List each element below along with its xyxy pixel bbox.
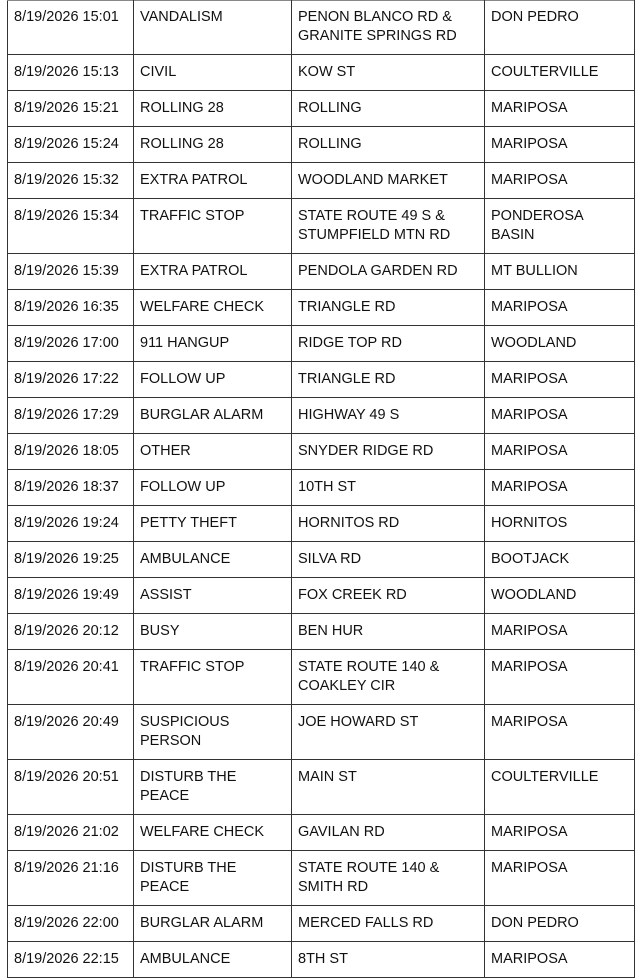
cell-location: PENDOLA GARDEN RD [292,254,485,290]
table-row [8,326,635,362]
cell-location: RIDGE TOP RD [292,326,485,362]
table-row [8,815,635,851]
cell-call-type: ASSIST [134,578,292,614]
table-row [8,163,635,199]
cell-city: MARIPOSA [485,398,635,434]
cell-call-type: WELFARE CHECK [134,290,292,326]
cell-location: SNYDER RIDGE RD [292,434,485,470]
cell-city: WOODLAND [485,578,635,614]
cell-location: 8TH ST [292,942,485,978]
table-row [8,127,635,163]
cell-city: MARIPOSA [485,815,635,851]
table-row [8,362,635,398]
table-row [8,199,635,254]
cell-datetime: 8/19/2026 17:22 [8,362,134,398]
cell-city: MARIPOSA [485,434,635,470]
cell-location: PENON BLANCO RD & GRANITE SPRINGS RD [292,1,485,55]
table-row [8,434,635,470]
cell-call-type: AMBULANCE [134,542,292,578]
cell-call-type: DISTURB THE PEACE [134,851,292,906]
cell-call-type: 911 HANGUP [134,326,292,362]
cell-call-type: AMBULANCE [134,942,292,978]
table-row [8,470,635,506]
cell-city: DON PEDRO [485,1,635,55]
cell-location: WOODLAND MARKET [292,163,485,199]
cell-call-type: PETTY THEFT [134,506,292,542]
table-row [8,578,635,614]
table-row [8,91,635,127]
cell-location: FOX CREEK RD [292,578,485,614]
call-log-body [8,1,635,978]
cell-call-type: BURGLAR ALARM [134,398,292,434]
table-row [8,398,635,434]
cell-city: MARIPOSA [485,851,635,906]
cell-city: MARIPOSA [485,705,635,760]
cell-call-type: ROLLING 28 [134,127,292,163]
cell-datetime: 8/19/2026 20:12 [8,614,134,650]
cell-city: MARIPOSA [485,470,635,506]
cell-datetime: 8/19/2026 21:02 [8,815,134,851]
cell-city: BOOTJACK [485,542,635,578]
cell-location: STATE ROUTE 49 S & STUMPFIELD MTN RD [292,199,485,254]
table-row [8,760,635,815]
cell-datetime: 8/19/2026 21:16 [8,851,134,906]
table-row [8,254,635,290]
cell-datetime: 8/19/2026 19:49 [8,578,134,614]
cell-datetime: 8/19/2026 17:00 [8,326,134,362]
cell-location: 10TH ST [292,470,485,506]
cell-city: DON PEDRO [485,906,635,942]
cell-city: MARIPOSA [485,942,635,978]
cell-datetime: 8/19/2026 15:24 [8,127,134,163]
cell-call-type: BURGLAR ALARM [134,906,292,942]
cell-city: MARIPOSA [485,163,635,199]
cell-call-type: EXTRA PATROL [134,163,292,199]
cell-location: TRIANGLE RD [292,290,485,326]
cell-location: JOE HOWARD ST [292,705,485,760]
cell-call-type: CIVIL [134,55,292,91]
table-row [8,705,635,760]
cell-city: MARIPOSA [485,91,635,127]
cell-call-type: SUSPICIOUS PERSON [134,705,292,760]
cell-call-type: VANDALISM [134,1,292,55]
table-row [8,1,635,55]
table-row [8,542,635,578]
table-row [8,942,635,978]
cell-datetime: 8/19/2026 20:49 [8,705,134,760]
cell-location: HORNITOS RD [292,506,485,542]
cell-datetime: 8/19/2026 18:37 [8,470,134,506]
cell-location: MAIN ST [292,760,485,815]
cell-location: HIGHWAY 49 S [292,398,485,434]
cell-call-type: FOLLOW UP [134,362,292,398]
cell-call-type: TRAFFIC STOP [134,199,292,254]
cell-datetime: 8/19/2026 15:39 [8,254,134,290]
table-row [8,55,635,91]
cell-city: MARIPOSA [485,362,635,398]
cell-call-type: OTHER [134,434,292,470]
cell-location: ROLLING [292,127,485,163]
cell-location: MERCED FALLS RD [292,906,485,942]
cell-city: PONDEROSA BASIN [485,199,635,254]
cell-city: MARIPOSA [485,650,635,705]
cell-location: TRIANGLE RD [292,362,485,398]
cell-city: MARIPOSA [485,127,635,163]
cell-city: MARIPOSA [485,290,635,326]
cell-datetime: 8/19/2026 15:21 [8,91,134,127]
cell-datetime: 8/19/2026 15:01 [8,1,134,55]
call-log-table [7,0,635,978]
cell-datetime: 8/19/2026 20:51 [8,760,134,815]
cell-location: ROLLING [292,91,485,127]
cell-datetime: 8/19/2026 17:29 [8,398,134,434]
cell-location: KOW ST [292,55,485,91]
cell-call-type: EXTRA PATROL [134,254,292,290]
cell-call-type: TRAFFIC STOP [134,650,292,705]
cell-city: WOODLAND [485,326,635,362]
cell-city: MT BULLION [485,254,635,290]
table-row [8,290,635,326]
cell-call-type: FOLLOW UP [134,470,292,506]
cell-datetime: 8/19/2026 18:05 [8,434,134,470]
table-row [8,851,635,906]
cell-datetime: 8/19/2026 16:35 [8,290,134,326]
table-row [8,906,635,942]
cell-location: GAVILAN RD [292,815,485,851]
cell-call-type: ROLLING 28 [134,91,292,127]
cell-city: HORNITOS [485,506,635,542]
cell-city: MARIPOSA [485,614,635,650]
cell-location: STATE ROUTE 140 & COAKLEY CIR [292,650,485,705]
table-row [8,650,635,705]
cell-call-type: BUSY [134,614,292,650]
cell-datetime: 8/19/2026 15:34 [8,199,134,254]
cell-location: BEN HUR [292,614,485,650]
cell-location: STATE ROUTE 140 & SMITH RD [292,851,485,906]
cell-location: SILVA RD [292,542,485,578]
cell-datetime: 8/19/2026 15:32 [8,163,134,199]
cell-datetime: 8/19/2026 19:25 [8,542,134,578]
table-row [8,614,635,650]
cell-city: COULTERVILLE [485,760,635,815]
cell-datetime: 8/19/2026 19:24 [8,506,134,542]
cell-datetime: 8/19/2026 22:15 [8,942,134,978]
cell-datetime: 8/19/2026 22:00 [8,906,134,942]
cell-datetime: 8/19/2026 15:13 [8,55,134,91]
table-row [8,506,635,542]
cell-call-type: WELFARE CHECK [134,815,292,851]
cell-city: COULTERVILLE [485,55,635,91]
cell-datetime: 8/19/2026 20:41 [8,650,134,705]
cell-call-type: DISTURB THE PEACE [134,760,292,815]
